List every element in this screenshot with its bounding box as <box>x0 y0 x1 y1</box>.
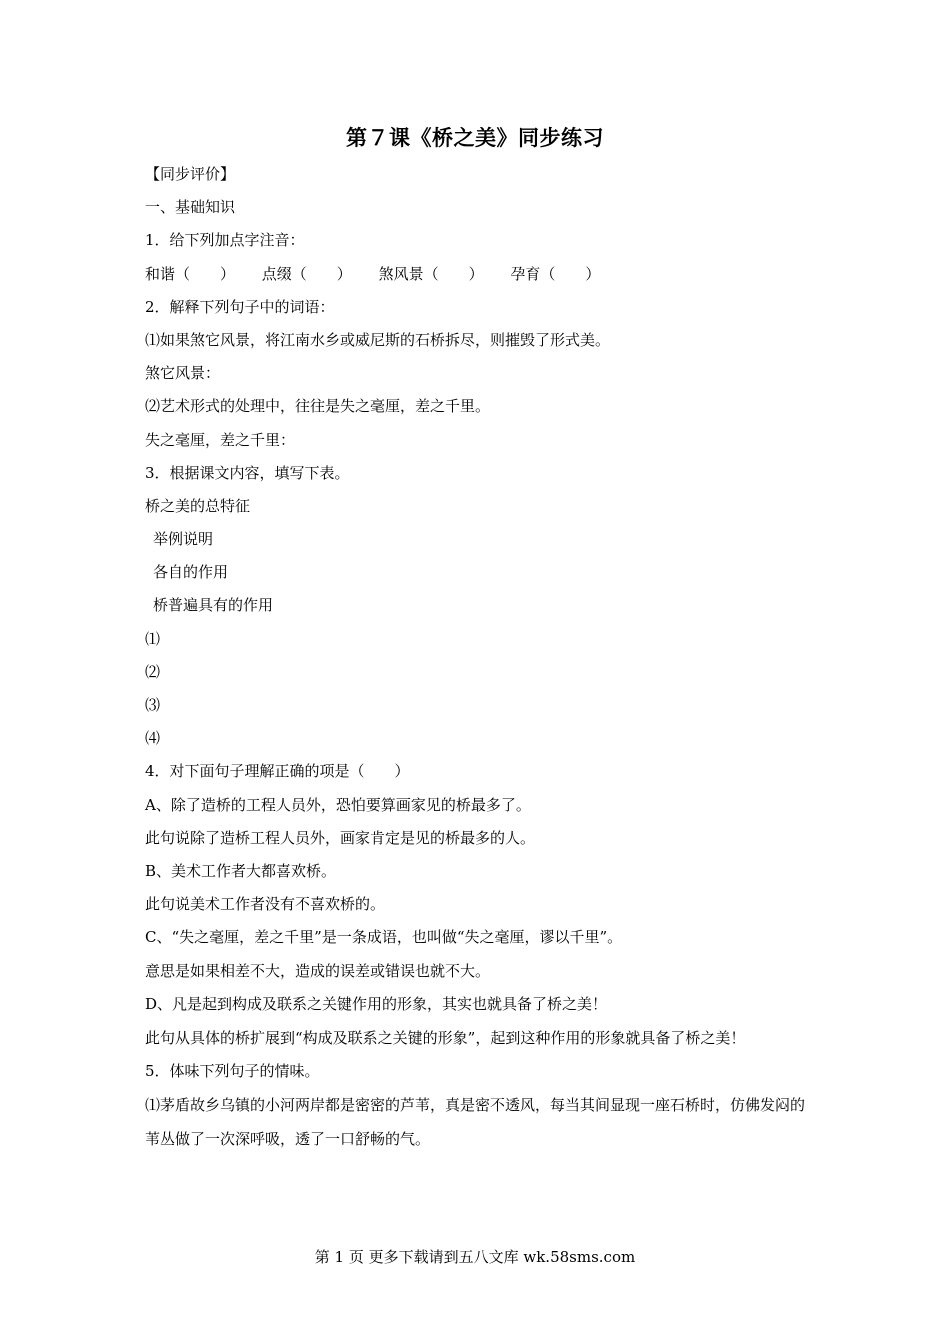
pinyin-item: 煞风景（ ） <box>378 264 484 283</box>
question-2-prompt: 2．解释下列句子中的词语： <box>145 297 335 316</box>
pinyin-item: 点缀（ ） <box>261 264 352 283</box>
question-4-option: B、美术工作者大都喜欢桥。 <box>145 861 337 880</box>
question-3-prompt: 3．根据课文内容，填写下表。 <box>145 463 350 482</box>
question-4-option: 意思是如果相差不大，造成的误差或错误也就不大。 <box>145 961 491 980</box>
question-4-option: 此句说除了造桥工程人员外，画家肯定是见的桥最多的人。 <box>145 828 536 847</box>
question-4-prompt: 4．对下面句子理解正确的项是（ ） <box>145 762 410 781</box>
table-row: ⑴ <box>145 629 161 648</box>
question-4-d-explanation: 此句从具体的桥扩展到“构成及联系之关键的形象”，起到这种作用的形象就具备了桥之美！ <box>145 1028 746 1047</box>
question-2-sentence-2: ⑵艺术形式的处理中，往往是失之毫厘，差之千里。 <box>145 397 491 416</box>
table-column: 桥普遍具有的作用 <box>153 596 274 615</box>
page-footer: 第 1 页 更多下载请到五八文库 wk.58sms.com <box>314 1248 636 1266</box>
question-5-sentence-1: ⑴茅盾故乡乌镇的小河两岸都是密密的芦苇，真是密不透风，每当其间显现一座石桥时，仿佛发闷的苇丛做了一次深呼吸，透了一口舒畅的气。 <box>145 1096 806 1149</box>
question-4-option: C、“失之毫厘，差之千里”是一条成语，也叫做“失之毫厘，谬以千里”。 <box>145 928 623 947</box>
table-row: ⑷ <box>145 729 161 748</box>
document-body <box>145 158 810 1156</box>
table-column: 各自的作用 <box>153 563 229 582</box>
part-heading: 一、基础知识 <box>145 198 236 217</box>
question-2-sentence-1: ⑴如果煞它风景，将江南水乡或威尼斯的石桥拆尽，则摧毁了形式美。 <box>145 330 611 349</box>
question-2-term-2: 失之毫厘，差之千里： <box>145 430 296 449</box>
table-header: 桥之美的总特征 <box>145 496 251 515</box>
question-1-prompt: 1．给下列加点字注音： <box>145 231 305 250</box>
table-column: 举例说明 <box>153 530 214 549</box>
page-title: 第７课《桥之美》同步练习 <box>346 125 604 150</box>
table-row: ⑶ <box>145 696 161 714</box>
question-2-term-1: 煞它风景： <box>145 364 221 383</box>
question-1-items <box>145 258 810 291</box>
pinyin-item: 孕育（ ） <box>510 264 601 283</box>
question-5-prompt: 5．体味下列句子的情味。 <box>145 1061 320 1080</box>
pinyin-item: 和谐（ ） <box>145 264 236 283</box>
question-4-option: D、凡是起到构成及联系之关键作用的形象，其实也就具备了桥之美！ <box>145 994 608 1013</box>
question-4-option: 此句说美术工作者没有不喜欢桥的。 <box>145 895 386 914</box>
section-header: 【同步评价】 <box>145 165 236 183</box>
table-row: ⑵ <box>145 662 161 681</box>
question-4-option: A、除了造桥的工程人员外，恐怕要算画家见的桥最多了。 <box>145 795 531 814</box>
